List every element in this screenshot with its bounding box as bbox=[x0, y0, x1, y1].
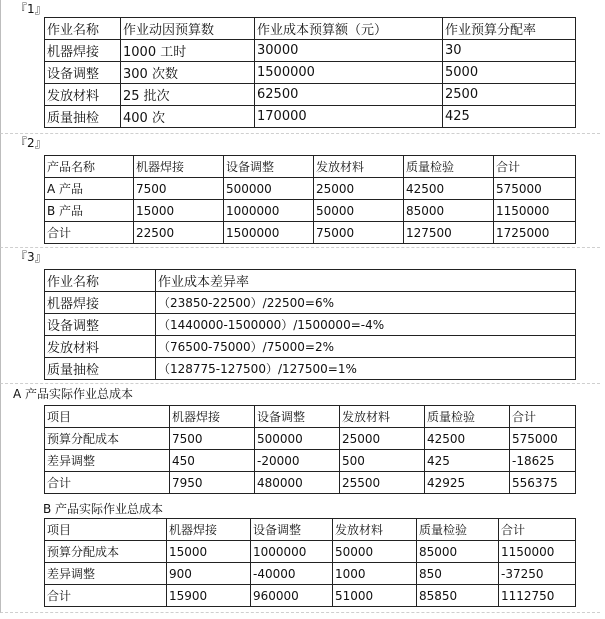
table-cell: 差异调整 bbox=[45, 563, 167, 585]
table-header: 作业成本差异率 bbox=[156, 270, 576, 292]
section-1-label: 『1』 bbox=[15, 2, 47, 16]
table-row bbox=[45, 428, 576, 450]
table-cell: 机器焊接 bbox=[45, 292, 156, 314]
table-row bbox=[45, 450, 576, 472]
table-cell: 450 bbox=[170, 450, 255, 472]
table-header: 合计 bbox=[510, 406, 576, 428]
table-header: 合计 bbox=[499, 519, 576, 541]
table-header: 发放材料 bbox=[340, 406, 425, 428]
activity-budget-table bbox=[44, 17, 576, 128]
table-cell: 差异调整 bbox=[45, 450, 170, 472]
table-cell: （76500-75000）/75000=2% bbox=[156, 336, 576, 358]
section-1 bbox=[0, 0, 600, 134]
table-cell: 1000 bbox=[333, 563, 417, 585]
table-header: 发放材料 bbox=[314, 156, 404, 178]
table-cell: 42500 bbox=[404, 178, 494, 200]
table-row bbox=[45, 62, 576, 84]
table-row bbox=[45, 292, 576, 314]
table-cell: 合计 bbox=[45, 222, 134, 244]
table-header: 项目 bbox=[45, 519, 167, 541]
table-cell: 合计 bbox=[45, 585, 167, 607]
table-cell: 556375 bbox=[510, 472, 576, 494]
table-cell: B 产品 bbox=[45, 200, 134, 222]
table-cell: 1112750 bbox=[499, 585, 576, 607]
table-row bbox=[45, 40, 576, 62]
table-cell: -37250 bbox=[499, 563, 576, 585]
table-cell: 170000 bbox=[255, 106, 443, 128]
table-row bbox=[45, 178, 576, 200]
table-cell: 42925 bbox=[425, 472, 510, 494]
table-cell: 85850 bbox=[417, 585, 499, 607]
table-cell: 1725000 bbox=[494, 222, 576, 244]
table-cell: 15000 bbox=[167, 541, 251, 563]
table-cell: 400 次 bbox=[121, 106, 255, 128]
table-cell: （23850-22500）/22500=6% bbox=[156, 292, 576, 314]
table-cell: 51000 bbox=[333, 585, 417, 607]
table-cell: 合计 bbox=[45, 472, 170, 494]
table-cell: 900 bbox=[167, 563, 251, 585]
variance-rate-table bbox=[44, 269, 576, 380]
table-cell: -40000 bbox=[251, 563, 333, 585]
table-cell: 500000 bbox=[224, 178, 314, 200]
table-cell: 25 批次 bbox=[121, 84, 255, 106]
table-cell: 850 bbox=[417, 563, 499, 585]
table-header: 产品名称 bbox=[45, 156, 134, 178]
table-cell: 1150000 bbox=[494, 200, 576, 222]
table-header-row bbox=[45, 270, 576, 292]
table-cell: 7500 bbox=[134, 178, 224, 200]
table-cell: 1000 工时 bbox=[121, 40, 255, 62]
product-a-actual-cost-table bbox=[44, 405, 576, 494]
table-header: 项目 bbox=[45, 406, 170, 428]
table-cell: 300 次数 bbox=[121, 62, 255, 84]
table-cell: 预算分配成本 bbox=[45, 541, 167, 563]
table-cell: 1150000 bbox=[499, 541, 576, 563]
table-cell: 预算分配成本 bbox=[45, 428, 170, 450]
table-cell: 575000 bbox=[510, 428, 576, 450]
product-b-title: B 产品实际作业总成本 bbox=[43, 502, 164, 516]
table-row bbox=[45, 358, 576, 380]
table-cell: 85000 bbox=[404, 200, 494, 222]
table-header: 作业名称 bbox=[45, 18, 121, 40]
table-header: 机器焊接 bbox=[134, 156, 224, 178]
table-header: 设备调整 bbox=[251, 519, 333, 541]
table-cell: 42500 bbox=[425, 428, 510, 450]
table-header: 设备调整 bbox=[224, 156, 314, 178]
table-header: 作业名称 bbox=[45, 270, 156, 292]
table-cell: 质量抽检 bbox=[45, 106, 121, 128]
table-cell: A 产品 bbox=[45, 178, 134, 200]
section-2-label: 『2』 bbox=[15, 136, 47, 150]
table-cell: 22500 bbox=[134, 222, 224, 244]
table-cell: 480000 bbox=[255, 472, 340, 494]
table-cell: 发放材料 bbox=[45, 84, 121, 106]
table-cell: 发放材料 bbox=[45, 336, 156, 358]
table-row bbox=[45, 106, 576, 128]
table-header: 合计 bbox=[494, 156, 576, 178]
table-cell: 500 bbox=[340, 450, 425, 472]
table-row bbox=[45, 314, 576, 336]
table-header: 发放材料 bbox=[333, 519, 417, 541]
table-cell: 2500 bbox=[443, 84, 576, 106]
table-header: 机器焊接 bbox=[170, 406, 255, 428]
section-2 bbox=[0, 134, 600, 248]
table-cell: 15000 bbox=[134, 200, 224, 222]
table-cell: 127500 bbox=[404, 222, 494, 244]
table-cell: 575000 bbox=[494, 178, 576, 200]
table-row bbox=[45, 84, 576, 106]
table-header: 质量检验 bbox=[417, 519, 499, 541]
section-3 bbox=[0, 248, 600, 384]
table-cell: 1000000 bbox=[224, 200, 314, 222]
section-actual-cost bbox=[0, 384, 600, 613]
table-cell: 30 bbox=[443, 40, 576, 62]
table-cell: （128775-127500）/127500=1% bbox=[156, 358, 576, 380]
table-header: 质量检验 bbox=[425, 406, 510, 428]
table-row bbox=[45, 585, 576, 607]
table-cell: 7950 bbox=[170, 472, 255, 494]
table-cell: -20000 bbox=[255, 450, 340, 472]
table-row bbox=[45, 563, 576, 585]
table-cell: 25000 bbox=[340, 428, 425, 450]
table-header: 作业成本预算额（元） bbox=[255, 18, 443, 40]
table-cell: -18625 bbox=[510, 450, 576, 472]
table-header-row bbox=[45, 519, 576, 541]
table-cell: 50000 bbox=[314, 200, 404, 222]
table-cell: 75000 bbox=[314, 222, 404, 244]
table-cell: 62500 bbox=[255, 84, 443, 106]
table-row bbox=[45, 336, 576, 358]
table-header: 质量检验 bbox=[404, 156, 494, 178]
table-cell: 5000 bbox=[443, 62, 576, 84]
table-cell: 500000 bbox=[255, 428, 340, 450]
table-row bbox=[45, 222, 576, 244]
table-cell: 设备调整 bbox=[45, 62, 121, 84]
table-cell: 85000 bbox=[417, 541, 499, 563]
table-cell: 425 bbox=[443, 106, 576, 128]
product-a-title: A 产品实际作业总成本 bbox=[13, 387, 134, 401]
table-cell: 质量抽检 bbox=[45, 358, 156, 380]
table-header: 作业预算分配率 bbox=[443, 18, 576, 40]
product-cost-table bbox=[44, 155, 576, 244]
table-cell: 设备调整 bbox=[45, 314, 156, 336]
table-cell: 25500 bbox=[340, 472, 425, 494]
section-3-label: 『3』 bbox=[15, 250, 47, 264]
table-cell: 25000 bbox=[314, 178, 404, 200]
table-cell: 7500 bbox=[170, 428, 255, 450]
product-b-actual-cost-table bbox=[44, 518, 576, 607]
table-row bbox=[45, 472, 576, 494]
table-cell: 1500000 bbox=[255, 62, 443, 84]
table-header: 设备调整 bbox=[255, 406, 340, 428]
table-cell: 30000 bbox=[255, 40, 443, 62]
table-row bbox=[45, 541, 576, 563]
table-cell: 15900 bbox=[167, 585, 251, 607]
table-cell: 960000 bbox=[251, 585, 333, 607]
table-header-row bbox=[45, 156, 576, 178]
table-header: 机器焊接 bbox=[167, 519, 251, 541]
table-cell: 50000 bbox=[333, 541, 417, 563]
table-cell: （1440000-1500000）/1500000=-4% bbox=[156, 314, 576, 336]
table-cell: 1000000 bbox=[251, 541, 333, 563]
table-header-row bbox=[45, 406, 576, 428]
table-header-row bbox=[45, 18, 576, 40]
table-row bbox=[45, 200, 576, 222]
table-cell: 机器焊接 bbox=[45, 40, 121, 62]
table-cell: 425 bbox=[425, 450, 510, 472]
table-cell: 1500000 bbox=[224, 222, 314, 244]
table-header: 作业动因预算数 bbox=[121, 18, 255, 40]
